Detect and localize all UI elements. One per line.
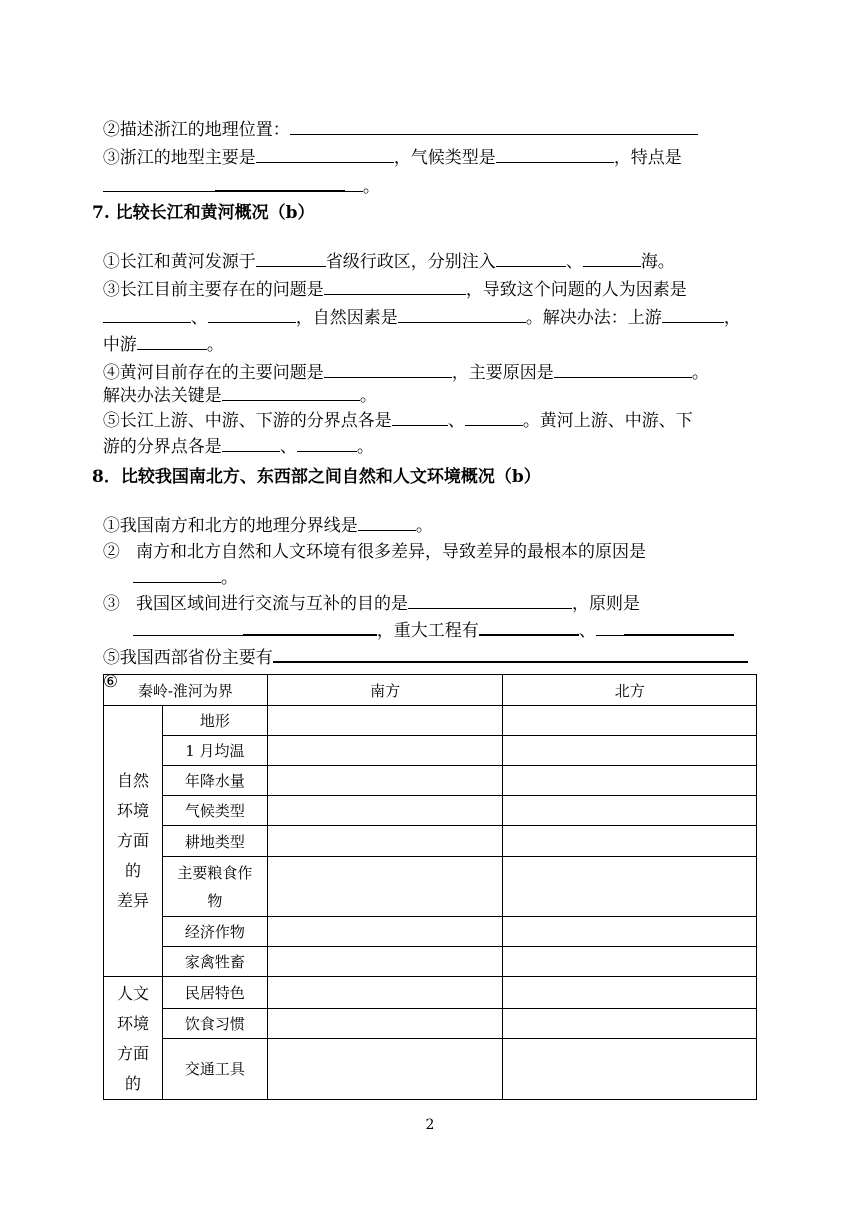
label: 。 <box>362 177 380 197</box>
label: ， <box>723 308 741 328</box>
label: ，重大工程有 <box>376 621 479 641</box>
label: 。 <box>356 437 374 457</box>
north-cell[interactable] <box>503 917 757 947</box>
label: ，导致这个问题的人为因素是 <box>465 280 687 300</box>
table-row <box>104 736 757 766</box>
row-label: 1 月均温 <box>162 736 267 766</box>
south-cell[interactable] <box>267 796 503 826</box>
label: ①我国南方和北方的地理分界线是 <box>102 516 358 536</box>
blank[interactable] <box>297 436 357 452</box>
table-row <box>104 1008 757 1038</box>
label: 、 <box>190 308 208 328</box>
north-cell[interactable] <box>503 736 757 766</box>
table-row <box>104 706 757 736</box>
north-cell[interactable] <box>503 766 757 796</box>
north-cell[interactable] <box>503 947 757 977</box>
table-row <box>104 917 757 947</box>
south-cell[interactable] <box>267 1038 503 1099</box>
group-text: 环境 <box>116 801 149 820</box>
label: ，特点是 <box>613 148 682 168</box>
label: ⑥ <box>102 672 119 692</box>
s8-west-line <box>92 624 748 669</box>
blank[interactable] <box>345 176 363 192</box>
row-label: 经济作物 <box>162 917 267 947</box>
label: 。 <box>220 568 238 588</box>
label: ②描述浙江的地理位置： <box>102 120 290 140</box>
north-cell[interactable] <box>503 706 757 736</box>
table-row <box>104 857 757 917</box>
group-text: 自然 <box>116 771 149 790</box>
label: ，主要原因是 <box>451 363 554 383</box>
label: 中游 <box>102 335 137 355</box>
blank[interactable] <box>662 307 724 323</box>
group-text: 方面 <box>116 831 149 850</box>
header-cell: 南方 <box>267 675 503 706</box>
label: ③浙江的地型主要是 <box>102 148 256 168</box>
table-header-row <box>104 675 757 706</box>
north-cell[interactable] <box>503 1008 757 1038</box>
label: 、 <box>578 621 596 641</box>
north-cell[interactable] <box>503 1038 757 1099</box>
blank[interactable] <box>496 147 614 163</box>
south-cell[interactable] <box>267 917 503 947</box>
label: 、 <box>565 252 583 272</box>
label: 。解决办法：上游 <box>525 308 662 328</box>
table-row <box>104 1038 757 1099</box>
group-text: 环境 <box>116 1014 149 1033</box>
row-label: 耕地类型 <box>162 826 267 857</box>
label: ①长江和黄河发源于 <box>102 252 256 272</box>
label: ，自然因素是 <box>295 308 398 328</box>
blank[interactable] <box>222 436 280 452</box>
label: ④黄河目前存在的主要问题是 <box>102 363 324 383</box>
header-cell: 秦岭-淮河为界 <box>104 675 268 706</box>
label: 、 <box>447 411 465 431</box>
row-label: 气候类型 <box>162 796 267 826</box>
label: 。 <box>691 363 709 383</box>
section-8-heading: 8．比较我国南北方、东西部之间自然和人文环境概况（b） <box>92 467 541 487</box>
south-cell[interactable] <box>267 826 503 857</box>
row-label: 饮食习惯 <box>162 1008 267 1038</box>
table-row <box>104 796 757 826</box>
s6-feature-line <box>92 153 380 198</box>
group-text: 方面 <box>116 1044 149 1063</box>
row-label: 家禽牲畜 <box>162 947 267 977</box>
section-7-heading: 7. 比较长江和黄河概况（b） <box>92 203 315 223</box>
label: 省级行政区，分别注入 <box>325 252 496 272</box>
south-cell[interactable] <box>267 736 503 766</box>
label: ，原则是 <box>572 594 641 614</box>
blank[interactable] <box>215 175 345 192</box>
blank[interactable] <box>103 176 215 192</box>
group-text: 的 <box>124 861 141 880</box>
south-cell[interactable] <box>267 1008 503 1038</box>
row-label: 主要粮食作物 <box>162 857 267 917</box>
header-cell: 北方 <box>503 675 757 706</box>
south-cell[interactable] <box>267 947 503 977</box>
table-row <box>104 977 757 1009</box>
south-cell[interactable] <box>267 766 503 796</box>
north-cell[interactable] <box>503 796 757 826</box>
south-cell[interactable] <box>267 977 503 1009</box>
north-cell[interactable] <box>503 977 757 1009</box>
row-label: 交通工具 <box>162 1038 267 1099</box>
row-label: 民居特色 <box>162 977 267 1009</box>
table-row <box>104 766 757 796</box>
label: 。 <box>415 516 433 536</box>
south-cell[interactable] <box>267 706 503 736</box>
label: 解决办法关键是 <box>102 386 222 406</box>
label: 游的分界点各是 <box>102 437 222 457</box>
group-text: 人文 <box>116 984 149 1003</box>
label: 、 <box>279 437 297 457</box>
page-number: 2 <box>425 1117 435 1133</box>
blank[interactable] <box>273 646 748 663</box>
label: ⑤我国西部省份主要有 <box>102 648 273 668</box>
north-cell[interactable] <box>503 826 757 857</box>
blank[interactable] <box>392 410 448 426</box>
table-row <box>104 826 757 857</box>
label: ③ 我国区域间进行交流与互补的目的是 <box>102 594 409 614</box>
label: 。 <box>206 335 224 355</box>
north-cell[interactable] <box>503 857 757 917</box>
label: ⑤长江上游、中游、下游的分界点各是 <box>102 411 392 431</box>
label: 。 <box>359 386 377 406</box>
group-label-natural <box>104 706 163 977</box>
group-text: 差异 <box>116 891 149 910</box>
label: ② 南方和北方自然和人文环境有很多差异，导致差异的最根本的原因是 <box>102 542 647 562</box>
table-row <box>104 947 757 977</box>
group-label-human <box>104 977 163 1100</box>
row-label: 年降水量 <box>162 766 267 796</box>
blank[interactable] <box>465 410 523 426</box>
comparison-table <box>103 674 757 1100</box>
label: 。黄河上游、中游、下 <box>522 411 693 431</box>
label: ，气候类型是 <box>393 148 496 168</box>
group-text: 的 <box>124 1074 141 1093</box>
row-label: 地形 <box>162 706 267 736</box>
blank[interactable] <box>398 307 526 323</box>
label: ③长江目前主要存在的问题是 <box>102 280 324 300</box>
south-cell[interactable] <box>267 857 503 917</box>
s7-division-line-2 <box>92 414 374 458</box>
label: 海。 <box>640 252 675 272</box>
blank[interactable] <box>554 362 692 378</box>
